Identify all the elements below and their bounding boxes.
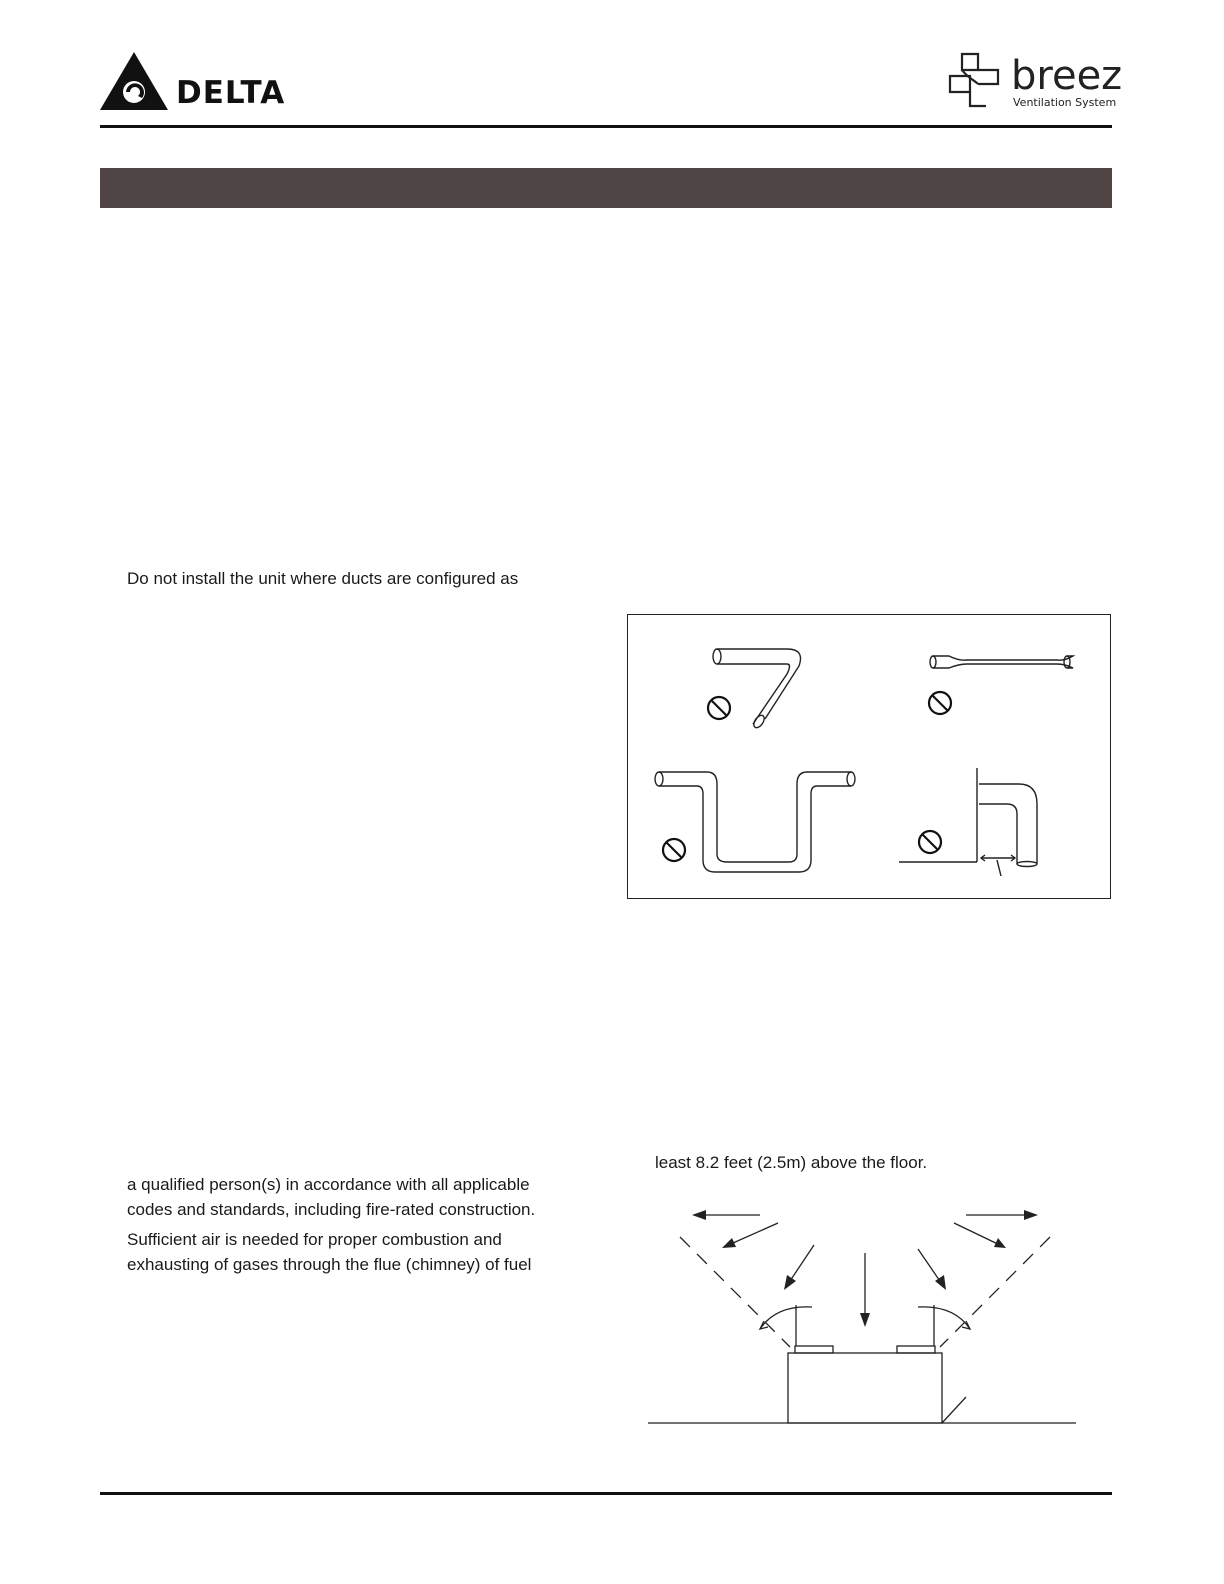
footer-rule — [100, 1492, 1112, 1495]
prohibition-icon — [919, 831, 941, 853]
install-line-1: a qualified person(s) in accordance with all applicable — [127, 1175, 530, 1194]
prohibition-icon — [708, 697, 730, 719]
prohibition-icon — [929, 692, 951, 714]
delta-logo-text: DELTA — [176, 75, 286, 111]
duct-configuration-figure — [627, 614, 1111, 899]
install-line-3: Sufficient air is needed for proper combustion and — [127, 1230, 502, 1249]
prohibition-icon — [663, 839, 685, 861]
install-line-4: exhausting of gases through the flue (chimney) of fuel — [127, 1255, 532, 1274]
header-rule — [100, 125, 1112, 128]
duct-intro-text: Do not install the unit where ducts are configured as — [127, 569, 519, 588]
brand-name: breez — [1011, 53, 1123, 99]
brand-subtitle: Ventilation System — [1013, 96, 1117, 109]
height-note: least 8.2 feet (2.5m) above the floor. — [655, 1153, 928, 1172]
install-line-2: codes and standards, including fire-rated construction. — [127, 1200, 536, 1219]
section-title-bar — [100, 168, 1112, 208]
breez-mark-icon — [948, 52, 1004, 108]
installation-airflow-figure — [640, 1195, 1090, 1435]
